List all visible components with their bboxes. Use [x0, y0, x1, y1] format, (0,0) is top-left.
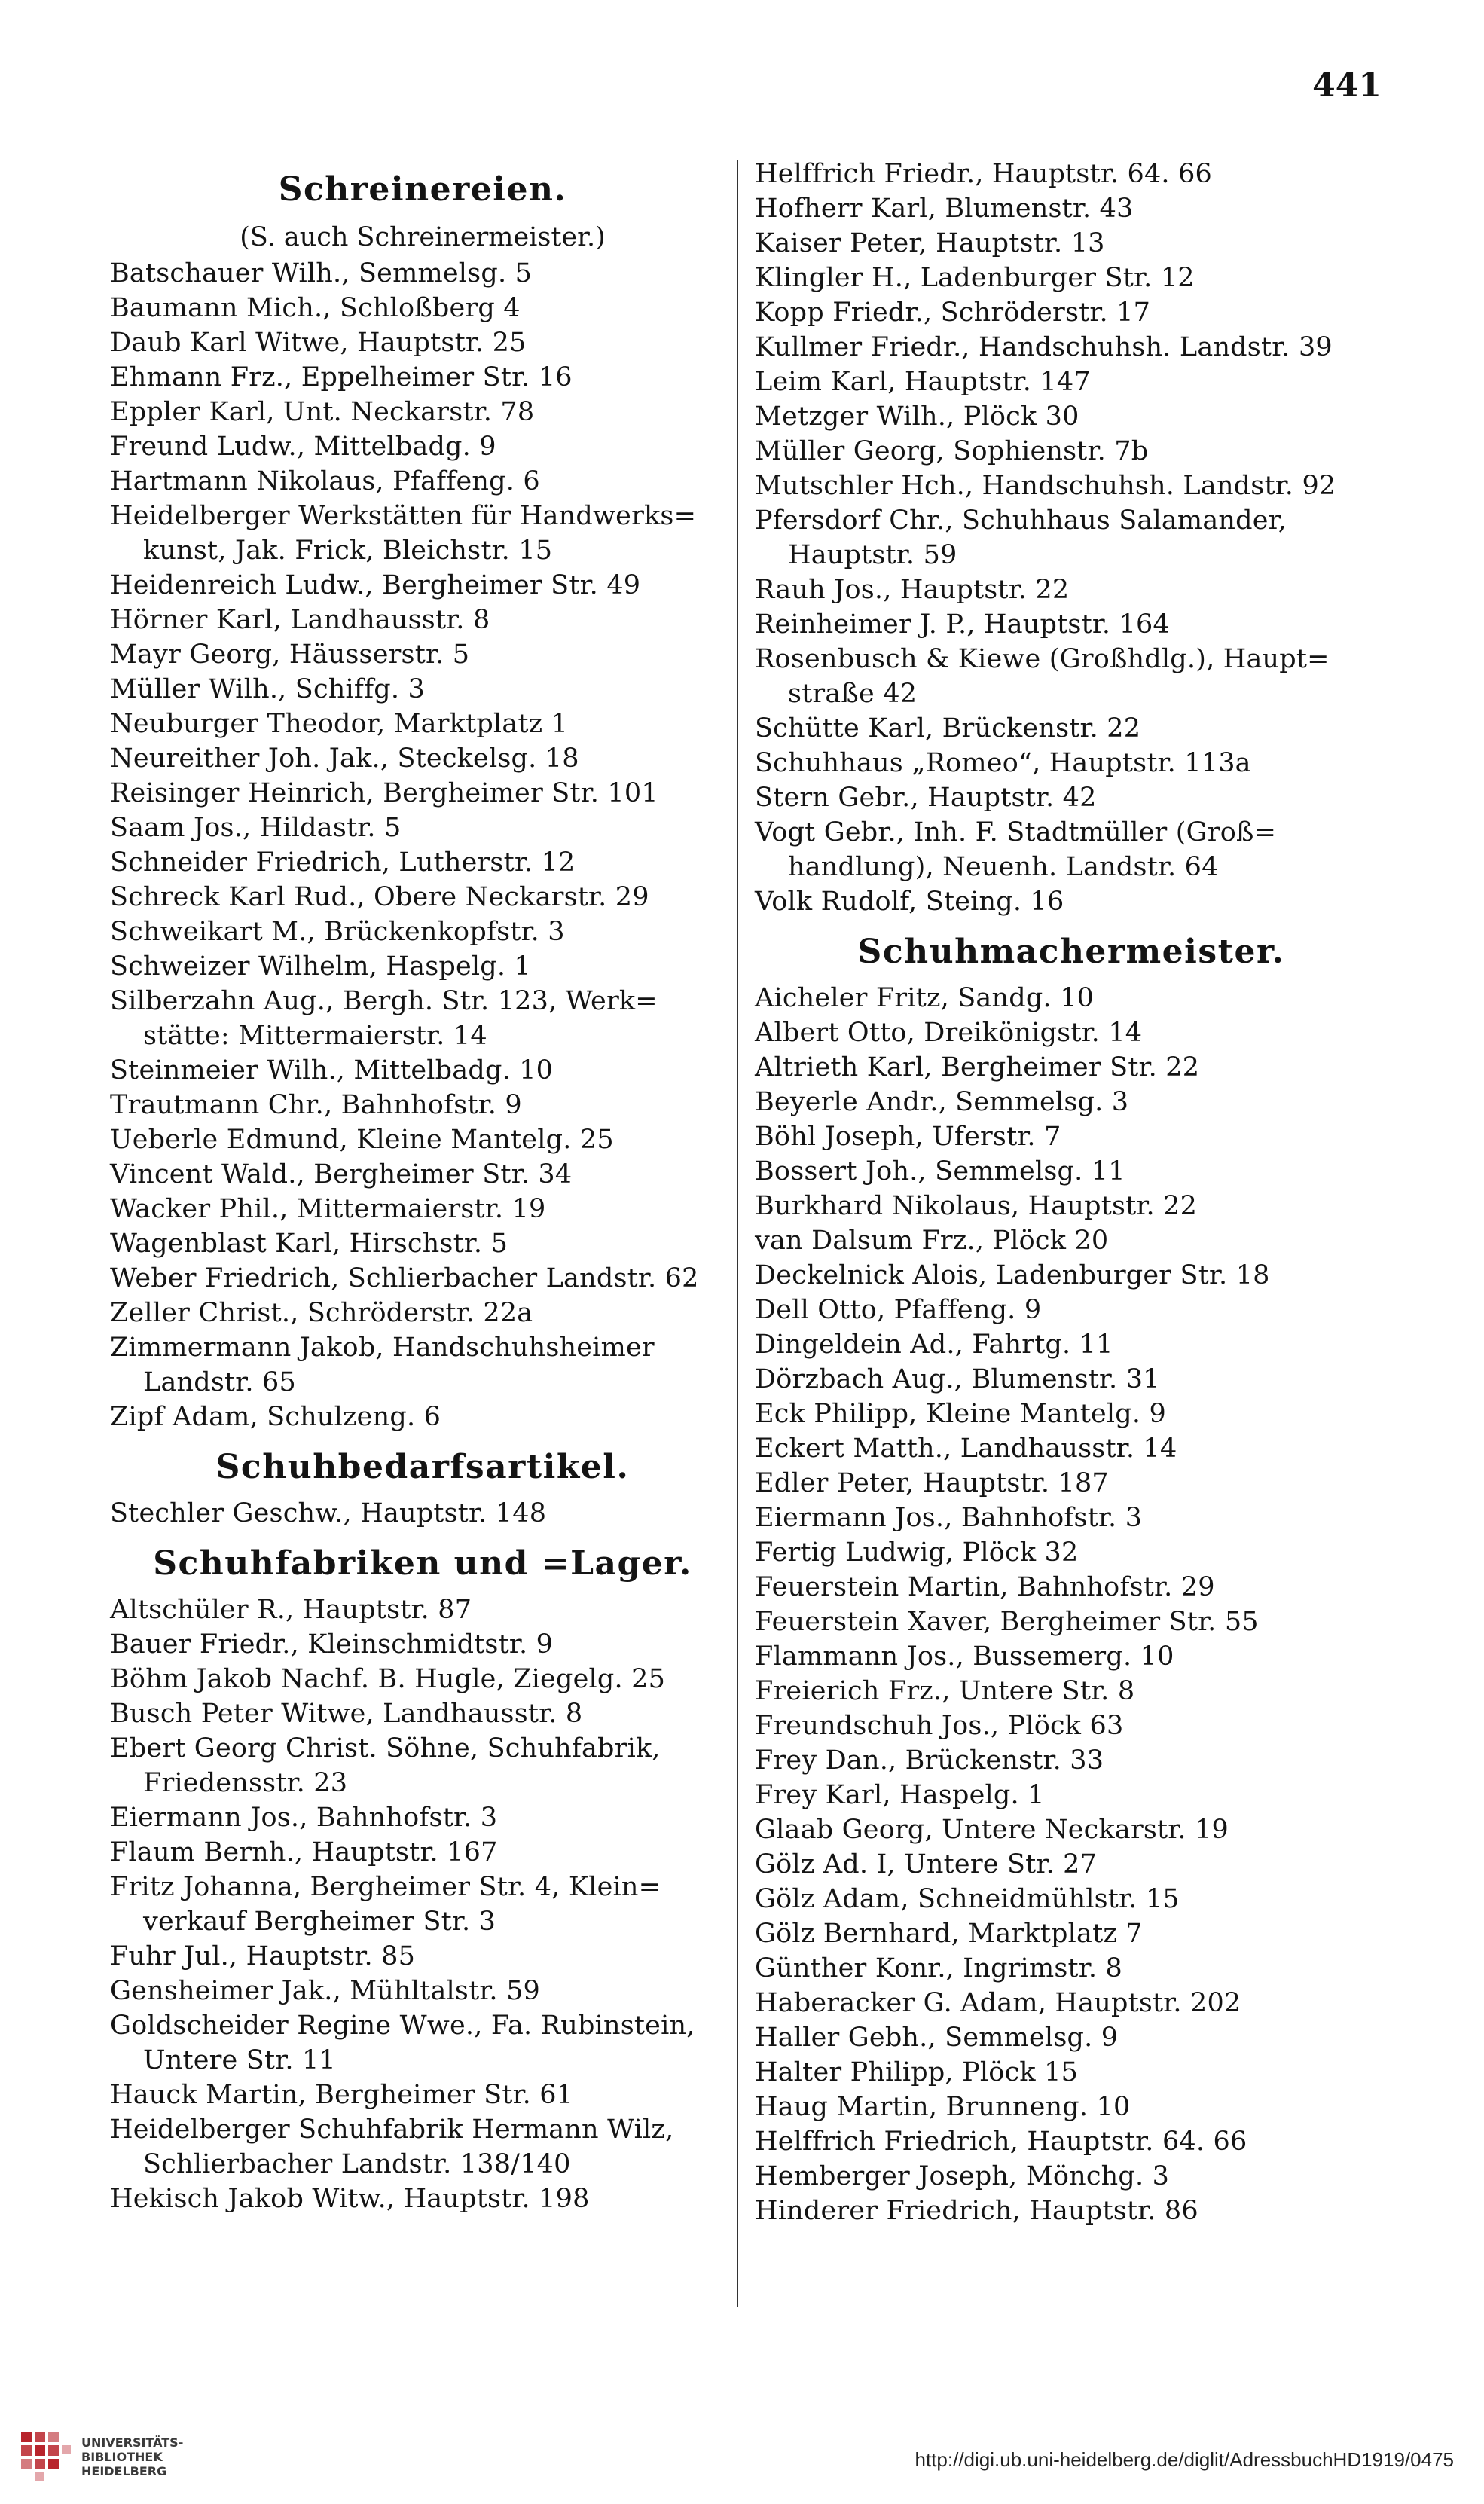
directory-entry: Pfersdorf Chr., Schuhhaus Salamander,	[755, 505, 1287, 536]
directory-entry: Müller Georg, Sophienstr. 7b	[755, 436, 1149, 466]
directory-entry: Feuerstein Martin, Bahnhofstr. 29	[755, 1572, 1215, 1602]
logo-line: HEIDELBERG	[81, 2463, 167, 2478]
directory-entry: Haberacker G. Adam, Hauptstr. 202	[755, 1988, 1241, 2018]
directory-entry: Heidelberger Schuhfabrik Hermann Wilz,	[110, 2115, 674, 2145]
directory-entry: Schweikart M., Brückenkopfstr. 3	[110, 917, 565, 947]
source-url-link[interactable]: http://digi.ub.uni-heidelberg.de/diglit/AdressbuchHD1919/0475	[915, 2448, 1454, 2471]
directory-entry: Fritz Johanna, Bergheimer Str. 4, Klein=	[110, 1872, 661, 1902]
directory-entry: Mutschler Hch., Handschuhsh. Landstr. 92	[755, 471, 1336, 501]
directory-entry: Mayr Georg, Häusserstr. 5	[110, 640, 470, 670]
directory-entry: Müller Wilh., Schiffg. 3	[110, 674, 425, 704]
logo-line: BIBLIOTHEK	[81, 2449, 163, 2464]
directory-entry: Volk Rudolf, Steing. 16	[755, 887, 1064, 917]
directory-entry-continuation: Untere Str. 11	[143, 2045, 336, 2075]
directory-entry: Neuburger Theodor, Marktplatz 1	[110, 709, 569, 739]
directory-entry: Fuhr Jul., Hauptstr. 85	[110, 1941, 416, 1971]
directory-entry: Goldscheider Regine Wwe., Fa. Rubinstein,	[110, 2011, 695, 2041]
directory-entry: Aicheler Fritz, Sandg. 10	[755, 983, 1095, 1013]
directory-entry: Eiermann Jos., Bahnhofstr. 3	[110, 1803, 498, 1833]
library-logo-text	[81, 2435, 183, 2478]
directory-entry: Stern Gebr., Hauptstr. 42	[755, 783, 1097, 813]
directory-entry: Flammann Jos., Bussemerg. 10	[755, 1641, 1174, 1672]
directory-entry: Wagenblast Karl, Hirschstr. 5	[110, 1229, 508, 1259]
directory-entry: Frey Karl, Haspelg. 1	[755, 1780, 1045, 1810]
directory-entry: Hauck Martin, Bergheimer Str. 61	[110, 2080, 574, 2110]
library-logo[interactable]	[18, 2429, 183, 2484]
page-number: 441	[1312, 66, 1382, 105]
directory-entry: Feuerstein Xaver, Bergheimer Str. 55	[755, 1607, 1259, 1637]
directory-entry: Günther Konr., Ingrimstr. 8	[755, 1953, 1123, 1983]
section-heading: Schuhfabriken und =Lager.	[153, 1544, 692, 1583]
directory-entry: Haller Gebh., Semmelsg. 9	[755, 2023, 1119, 2053]
directory-entry: Wacker Phil., Mittermaierstr. 19	[110, 1194, 546, 1224]
directory-entry: Vogt Gebr., Inh. F. Stadtmüller (Groß=	[755, 817, 1277, 847]
directory-entry: Gensheimer Jak., Mühltalstr. 59	[110, 1976, 541, 2006]
directory-entry: Daub Karl Witwe, Hauptstr. 25	[110, 328, 527, 358]
directory-entry-continuation: Hauptstr. 59	[788, 540, 957, 570]
directory-entry: Trautmann Chr., Bahnhofstr. 9	[110, 1090, 522, 1120]
directory-entry: Eppler Karl, Unt. Neckarstr. 78	[110, 397, 535, 427]
directory-entry: Heidelberger Werkstätten für Handwerks=	[110, 501, 697, 531]
directory-entry: Leim Karl, Hauptstr. 147	[755, 367, 1091, 397]
directory-entry: Freund Ludw., Mittelbadg. 9	[110, 432, 496, 462]
directory-entry: Gölz Bernhard, Marktplatz 7	[755, 1919, 1143, 1949]
directory-entry: Helffrich Friedr., Hauptstr. 64. 66	[755, 159, 1213, 189]
right-column	[755, 157, 1388, 2228]
logo-line: UNIVERSITÄTS-	[81, 2435, 184, 2450]
directory-entry-continuation: handlung), Neuenh. Landstr. 64	[788, 852, 1219, 882]
directory-entry: Reinheimer J. P., Hauptstr. 164	[755, 609, 1170, 640]
directory-entry: Silberzahn Aug., Bergh. Str. 123, Werk=	[110, 986, 658, 1016]
directory-entry-continuation: verkauf Bergheimer Str. 3	[143, 1907, 496, 1937]
directory-entry: Gölz Adam, Schneidmühlstr. 15	[755, 1884, 1180, 1914]
directory-entry: Heidenreich Ludw., Bergheimer Str. 49	[110, 570, 641, 600]
directory-entry: Freundschuh Jos., Plöck 63	[755, 1711, 1124, 1741]
directory-entry: Freierich Frz., Untere Str. 8	[755, 1676, 1135, 1706]
directory-entry: Metzger Wilh., Plöck 30	[755, 402, 1079, 432]
directory-entry: Reisinger Heinrich, Bergheimer Str. 101	[110, 778, 658, 808]
directory-entry: Ueberle Edmund, Kleine Mantelg. 25	[110, 1125, 614, 1155]
directory-entry: Weber Friedrich, Schlierbacher Landstr. 62	[110, 1263, 699, 1293]
directory-entry: Halter Philipp, Plöck 15	[755, 2057, 1079, 2087]
directory-entry: Dell Otto, Pfaffeng. 9	[755, 1295, 1042, 1325]
directory-entry: Schuhhaus „Romeo“, Hauptstr. 113a	[755, 748, 1251, 778]
directory-entry-continuation: kunst, Jak. Frick, Bleichstr. 15	[143, 536, 553, 566]
directory-entry: Ebert Georg Christ. Söhne, Schuhfabrik,	[110, 1733, 661, 1763]
directory-entry: Flaum Bernh., Hauptstr. 167	[110, 1837, 498, 1867]
directory-entry: Altrieth Karl, Bergheimer Str. 22	[755, 1052, 1200, 1083]
directory-entry-continuation: Schlierbacher Landstr. 138/140	[143, 2149, 571, 2179]
directory-entry-continuation: straße 42	[788, 679, 918, 709]
directory-entry: Baumann Mich., Schloßberg 4	[110, 293, 521, 323]
directory-entry: Schütte Karl, Brückenstr. 22	[755, 713, 1141, 744]
directory-entry: Hekisch Jakob Witw., Hauptstr. 198	[110, 2184, 590, 2214]
directory-entry: Bossert Joh., Semmelsg. 11	[755, 1156, 1125, 1186]
section-note: (S. auch Schreinermeister.)	[240, 222, 606, 252]
directory-entry: Böhl Joseph, Uferstr. 7	[755, 1122, 1061, 1152]
directory-entry: Fertig Ludwig, Plöck 32	[755, 1538, 1079, 1568]
directory-entry: Haug Martin, Brunneng. 10	[755, 2092, 1131, 2122]
directory-entry: Hofherr Karl, Blumenstr. 43	[755, 194, 1134, 224]
directory-entry: Bauer Friedr., Kleinschmidtstr. 9	[110, 1629, 554, 1660]
directory-entry: Hartmann Nikolaus, Pfaffeng. 6	[110, 466, 540, 496]
directory-entry: Stechler Geschw., Hauptstr. 148	[110, 1498, 547, 1528]
directory-entry: Kopp Friedr., Schröderstr. 17	[755, 298, 1151, 328]
directory-entry-continuation: stätte: Mittermaierstr. 14	[143, 1021, 487, 1051]
directory-entry: Dörzbach Aug., Blumenstr. 31	[755, 1364, 1160, 1394]
section-heading: Schuhmachermeister.	[857, 933, 1285, 971]
directory-entry: Schneider Friedrich, Lutherstr. 12	[110, 847, 576, 878]
directory-entry: Böhm Jakob Nachf. B. Hugle, Ziegelg. 25	[110, 1664, 666, 1694]
directory-entry: Eck Philipp, Kleine Mantelg. 9	[755, 1399, 1166, 1429]
directory-entry: Zipf Adam, Schulzeng. 6	[110, 1402, 441, 1432]
directory-entry: Hinderer Friedrich, Hauptstr. 86	[755, 2196, 1198, 2226]
directory-entry: Ehmann Frz., Eppelheimer Str. 16	[110, 362, 573, 392]
directory-entry: Klingler H., Ladenburger Str. 12	[755, 263, 1195, 293]
directory-entry: Altschüler R., Hauptstr. 87	[110, 1595, 472, 1625]
directory-entry: Glaab Georg, Untere Neckarstr. 19	[755, 1815, 1229, 1845]
directory-entry: Helffrich Friedrich, Hauptstr. 64. 66	[755, 2127, 1247, 2157]
directory-entry: Schweizer Wilhelm, Haspelg. 1	[110, 951, 532, 982]
university-library-logo-icon	[18, 2429, 74, 2484]
directory-entry: Eckert Matth., Landhausstr. 14	[755, 1434, 1177, 1464]
directory-entry: Frey Dan., Brückenstr. 33	[755, 1745, 1104, 1776]
directory-entry: Neureither Joh. Jak., Steckelsg. 18	[110, 744, 579, 774]
directory-entry: Gölz Ad. I, Untere Str. 27	[755, 1849, 1098, 1880]
column-divider	[737, 160, 738, 2307]
directory-entry: Deckelnick Alois, Ladenburger Str. 18	[755, 1260, 1270, 1290]
directory-entry: Saam Jos., Hildastr. 5	[110, 813, 402, 843]
directory-entry-continuation: Friedensstr. 23	[143, 1768, 348, 1798]
directory-entry: Zeller Christ., Schröderstr. 22a	[110, 1298, 533, 1328]
left-column	[110, 157, 735, 2216]
directory-entry: Batschauer Wilh., Semmelsg. 5	[110, 258, 533, 289]
directory-entry: Busch Peter Witwe, Landhausstr. 8	[110, 1699, 583, 1729]
directory-entry: Zimmermann Jakob, Handschuhsheimer	[110, 1333, 655, 1363]
directory-entry: Edler Peter, Hauptstr. 187	[755, 1468, 1109, 1498]
directory-entry: Eiermann Jos., Bahnhofstr. 3	[755, 1503, 1143, 1533]
section-heading: Schuhbedarfsartikel.	[215, 1448, 630, 1486]
directory-entry: Burkhard Nikolaus, Hauptstr. 22	[755, 1191, 1198, 1221]
directory-entry: Dingeldein Ad., Fahrtg. 11	[755, 1330, 1113, 1360]
directory-entry: Steinmeier Wilh., Mittelbadg. 10	[110, 1055, 554, 1086]
directory-entry: Beyerle Andr., Semmelsg. 3	[755, 1087, 1129, 1117]
directory-entry: Rosenbusch & Kiewe (Großhdlg.), Haupt=	[755, 644, 1330, 674]
directory-entry: van Dalsum Frz., Plöck 20	[755, 1226, 1109, 1256]
directory-entry: Hörner Karl, Landhausstr. 8	[110, 605, 490, 635]
directory-entry: Kullmer Friedr., Handschuhsh. Landstr. 39	[755, 332, 1333, 362]
directory-entry: Vincent Wald., Bergheimer Str. 34	[110, 1159, 573, 1189]
directory-entry: Schreck Karl Rud., Obere Neckarstr. 29	[110, 882, 649, 912]
section-heading: Schreinereien.	[278, 170, 567, 209]
directory-entry-continuation: Landstr. 65	[143, 1367, 296, 1397]
directory-entry: Albert Otto, Dreikönigstr. 14	[755, 1018, 1143, 1048]
directory-entry: Rauh Jos., Hauptstr. 22	[755, 575, 1070, 605]
directory-entry: Kaiser Peter, Hauptstr. 13	[755, 228, 1105, 258]
directory-entry: Hemberger Joseph, Mönchg. 3	[755, 2161, 1170, 2191]
